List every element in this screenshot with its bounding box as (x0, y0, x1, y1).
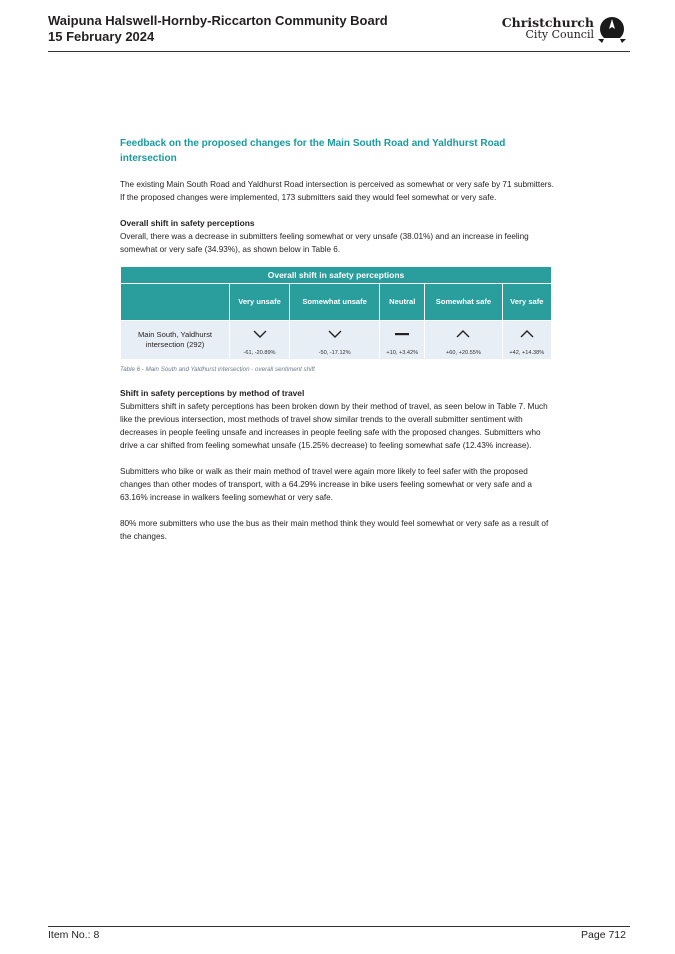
logo-line2: City Council (525, 28, 594, 41)
table-header-blank (121, 284, 230, 321)
table-row (121, 321, 552, 360)
header-title: Waipuna Halswell-Hornby-Riccarton Community Board (48, 13, 388, 28)
dash-icon (380, 321, 424, 350)
intro-paragraph: The existing Main South Road and Yaldhurst Road intersection is perceived as somewhat or very safe by 71 submitters. If the proposed changes were implemented, 173 submitters said they would feel somewhat or very safe. (120, 180, 554, 202)
table-title: Overall shift in safety perceptions (121, 267, 552, 284)
safety-shift-table (120, 266, 552, 360)
chevron-down-icon (290, 321, 379, 350)
page-footer (48, 926, 630, 941)
column-header: Somewhat unsafe (290, 284, 380, 321)
cell-value: -61, -20.89% (243, 350, 276, 356)
section-title: Feedback on the proposed changes for the Main South Road and Yaldhurst Road intersection (120, 138, 506, 164)
column-header: Very safe (502, 284, 551, 321)
method-paragraph: Submitters shift in safety perceptions has been broken down by their method of travel, as seen below in Table 7. Much like the previous intersection, most methods of travel show similar trends to the overall submitter sentiment with decreases in people feeling unsafe and increases in people feeling safe with the proposed changes. Submitters who drive a car shifted from feeling somewhat unsafe (15.25% decrease) to feeling somewhat safe (12.43% increase). (120, 402, 548, 450)
chevron-down-icon (230, 321, 289, 350)
table-cell (502, 321, 551, 360)
cell-value: +60, +20.55% (446, 350, 481, 356)
bus-paragraph: 80% more submitters who use the bus as their main method think they would feel somewhat or very safe as a result of the changes. (120, 519, 549, 541)
page-header (48, 13, 630, 52)
overall-heading: Overall shift in safety perceptions (120, 218, 255, 228)
bike-walk-paragraph: Submitters who bike or walk as their main method of travel were again more likely to feel safer with the proposed changes than other modes of transport, with a 64.29% increase in bike users feeling somewhat or very safe and a 63.16% increase in walkers feeling somewhat or very safe. (120, 467, 532, 502)
table-cell (380, 321, 425, 360)
cell-value: +42, +14.38% (509, 350, 545, 356)
item-number: Item No.: 8 (48, 929, 100, 941)
main-content (120, 136, 560, 556)
council-logo (501, 15, 630, 45)
overall-paragraph: Overall, there was a decrease in submitters feeling somewhat or very unsafe (38.01%) and an increase in feeling somewhat or very safe (34.93%), as shown below in Table 6. (120, 232, 529, 254)
column-header: Neutral (380, 284, 425, 321)
method-heading: Shift in safety perceptions by method of travel (120, 388, 305, 398)
header-date: 15 February 2024 (48, 29, 155, 44)
cathedral-logo-icon (596, 16, 628, 44)
page-number: Page 712 (581, 929, 626, 941)
table-cell (230, 321, 290, 360)
cell-value: -50, -17.12% (318, 350, 351, 356)
logo-text (502, 17, 594, 41)
cell-value: +10, +3.42% (386, 350, 419, 356)
logo-line1: Christchurch (501, 15, 594, 30)
table-header-row (121, 284, 552, 321)
table-cell (290, 321, 380, 360)
column-header: Somewhat safe (425, 284, 502, 321)
chevron-up-icon (425, 321, 501, 350)
table-cell (425, 321, 502, 360)
chevron-up-icon (503, 321, 551, 350)
table-caption: Table 6 - Main South and Yaldhurst intersection - overall sentiment shift (120, 366, 315, 373)
column-header: Very unsafe (230, 284, 290, 321)
row-label: Main South, Yaldhurst intersection (292) (121, 321, 230, 360)
